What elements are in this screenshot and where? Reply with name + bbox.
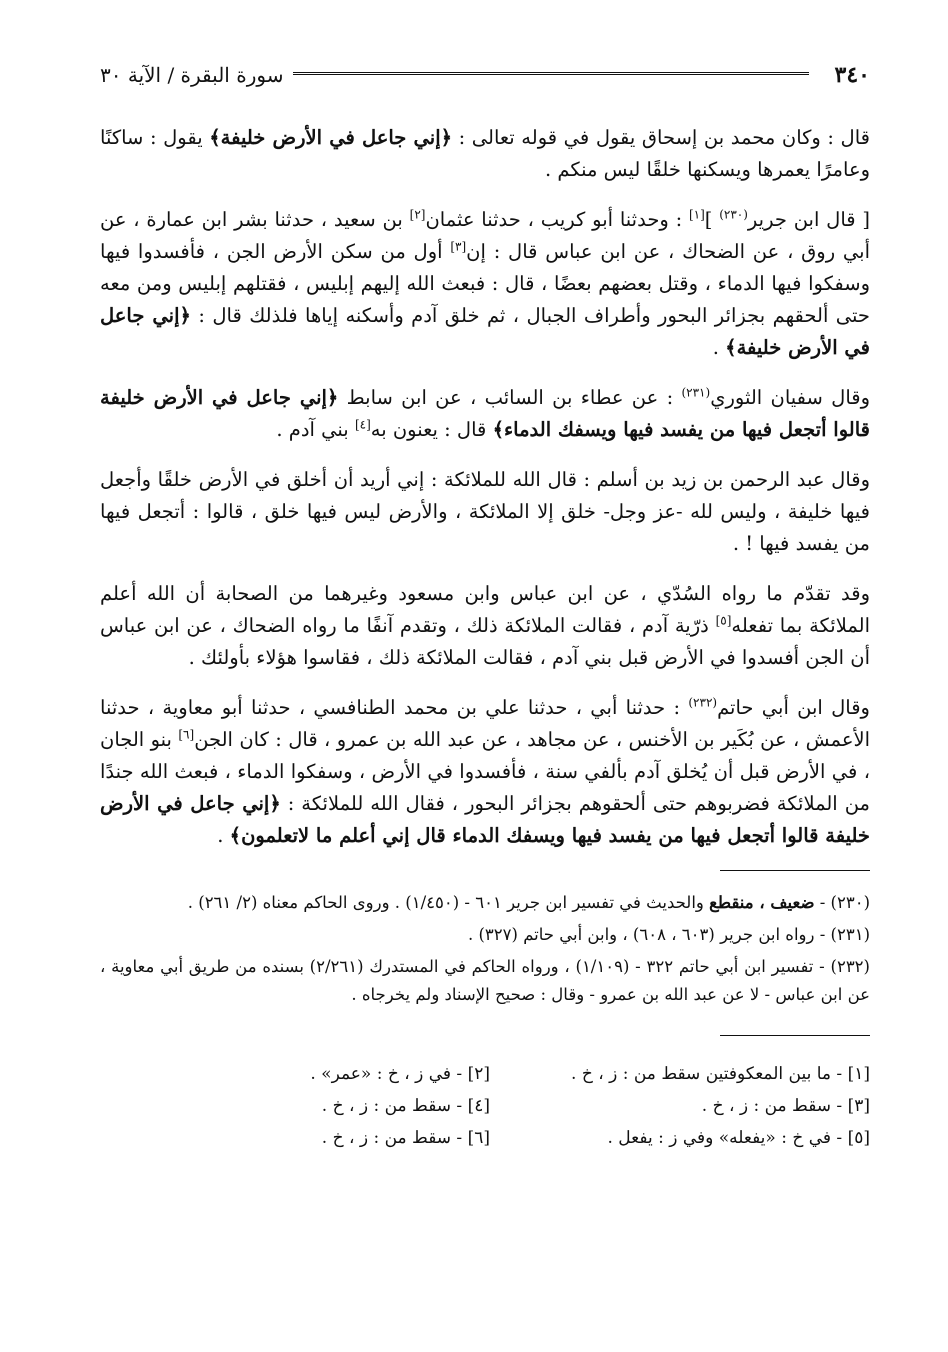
text-run: (٢٣٠) - [814,893,870,912]
paragraph-5 [100,578,870,674]
footnote-231 [100,921,870,949]
variant-ref: [٦] [178,727,195,742]
variant-ref: [١] [688,207,705,222]
variant-ref: [٤] [354,417,371,432]
paragraph-4 [100,464,870,560]
text-run: وقال سفيان الثوري [710,386,871,409]
surah-label: سورة البقرة / الآية ٣٠ [100,63,284,87]
main-text [100,122,870,852]
text-run: والحديث في تفسير ابن جرير ٦٠١ - (١/٤٥٠) . وروى الحاكم معناه (٢/ ٢٦١) . [187,893,710,912]
text-run: : حدثنا أبي ، حدثنا علي بن محمد الطنافسي ، حدثنا أبو معاوية ، حدثنا الأعمش ، عن بُكَير بن الأخنس ، عن مجاهد ، عن عبد الله بن عمرو ، قال : كان الجن [100,696,870,751]
text-run: ذرّية آدم ، فقالت الملائكة ذلك ، وتقدم آنفًا ما رواه الضحاك ، عن ابن عباس أن الجن أفسدوا في الأرض قبل بني آدم ، فقالت الملائكة ذلك ، فقاسوا هؤلاء بأولئك . [100,614,870,669]
footnote-232 [100,953,870,1009]
paragraph-3 [100,382,870,446]
page [100,58,870,1154]
footnotes [100,889,870,1009]
text-run: بن سعيد ، حدثنا بشر ابن عمارة ، عن أبي روق ، عن الضحاك ، عن ابن عباس قال : إن [100,208,870,263]
footnote-ref: (٢٣٠) [719,207,748,222]
variant-3: [٣] - سقط من : ز ، خ . [701,1096,870,1116]
variant-4: [٤] - سقط من : ز ، خ . [321,1096,490,1116]
quran-quote: ﴿إني جاعل في الأرض خليفة قالوا أتجعل فيها من يفسد فيها ويسفك الدماء﴾ [100,386,870,441]
quran-quote: ﴿إني جاعل في الأرض خليفة﴾ [100,304,870,359]
running-header [100,58,870,92]
variant-ref: [٣] [450,239,467,254]
text-run: يقول : ساكنًا وعامرًا يعمرها ويسكنها خلقًا ليس منكم . [100,126,870,181]
variant-ref: [٥] [715,613,732,628]
text-run: قال : يعنون به [370,418,493,441]
paragraph-1 [100,122,870,186]
text-run: قال : وكان محمد بن إسحاق يقول في قوله تعالى : [452,126,870,149]
text-run: وقال عبد الرحمن بن زيد بن أسلم : قال الله للملائكة : إني أريد أن أخلق في الأرض خلقًا وأجعل فيها خليفة ، وليس لله -عز وجل- خلق إلا الملائكة ، والأرض ليس فيها خلق ، قالوا : أتجعل فيها من يفسد فيها ! . [100,468,870,555]
variant-5: [٥] - في خ : «يفعله» وفي ز : يفعل . [607,1128,870,1148]
variant-6: [٦] - سقط من : ز ، خ . [321,1128,490,1148]
variant-2: [٢] - في ز ، خ : «عمر» . [310,1064,490,1084]
text-run: (٢٣٢) - تفسير ابن أبي حاتم ٣٢٢ - (١/١٠٩) ، ورواه الحاكم في المستدرك (٢/٢٦١) بسنده من طريق أبي معاوية ، عن ابن عباس - لا عن عبد الله بن عمرو - وقال : صحيح الإسناد ولم يخرجاه . [100,957,870,1004]
text-run: بنو الجان ، في الأرض قبل أن يُخلق آدم بألفي سنة ، فأفسدوا في الأرض ، وسفكوا الدماء ، فبعث الله جندًا من الملائكة فضربوهم حتى ألحقوهم بجزائر البحور ، فقال الله للملائكة : [100,728,870,815]
manuscript-variants [100,1058,870,1154]
variant-1: [١] - ما بين المعكوفتين سقط من : ز ، خ . [571,1064,870,1084]
text-run: . [712,336,726,359]
paragraph-6 [100,692,870,852]
text-run: : وحدثنا أبو كريب ، حدثنا عثمان [425,208,689,231]
footnote-divider [720,870,870,871]
text-run: (٢٣١) - رواه ابن جرير (٦٠٣ ، ٦٠٨) ، وابن أبي حاتم (٣٢٧) . [467,925,870,944]
footnote-230 [100,889,870,917]
quran-quote: ﴿إني جاعل في الأرض خليفة﴾ [209,126,453,149]
text-run: : عن عطاء بن السائب ، عن ابن سابط [338,386,682,409]
text-run: وقد تقدّم ما رواه السُدّي ، عن ابن عباس وابن مسعود وغيرهما من الصحابة أن الله أعلم الملائكة بما تفعله [100,582,870,637]
grading-label: ضعيف ، منقطع [709,893,815,912]
paragraph-2 [100,204,870,364]
text-run: ] [704,208,720,231]
text-run: . [217,824,230,847]
text-run: [ قال ابن جرير [747,208,871,231]
footnote-ref: (٢٣٢) [688,695,718,710]
variants-divider [720,1035,870,1036]
page-number: ٣٤٠ [834,62,870,88]
text-run: بني آدم . [276,418,355,441]
text-run: أول من سكن الأرض الجن ، فأفسدوا فيها وسفكوا فيها الدماء ، وقتل بعضهم بعضًا ، قال : فبعث الله إليهم إبليس ، فقتلهم إبليس ومن معه حتى ألحقهم بجزائر البحور وأطراف الجبال ، ثم خلق آدم وأسكنه إياها فلذلك قال : [100,240,870,327]
text-run: وقال ابن أبي حاتم [717,696,870,719]
quran-quote: ﴿إني جاعل في الأرض خليفة قالوا أتجعل فيها من يفسد فيها ويسفك الدماء قال إني أعلم ما لاتعلمون﴾ [100,792,870,847]
variant-ref: [٢] [409,207,426,222]
header-rule [293,72,808,79]
footnote-ref: (٢٣١) [681,385,711,400]
